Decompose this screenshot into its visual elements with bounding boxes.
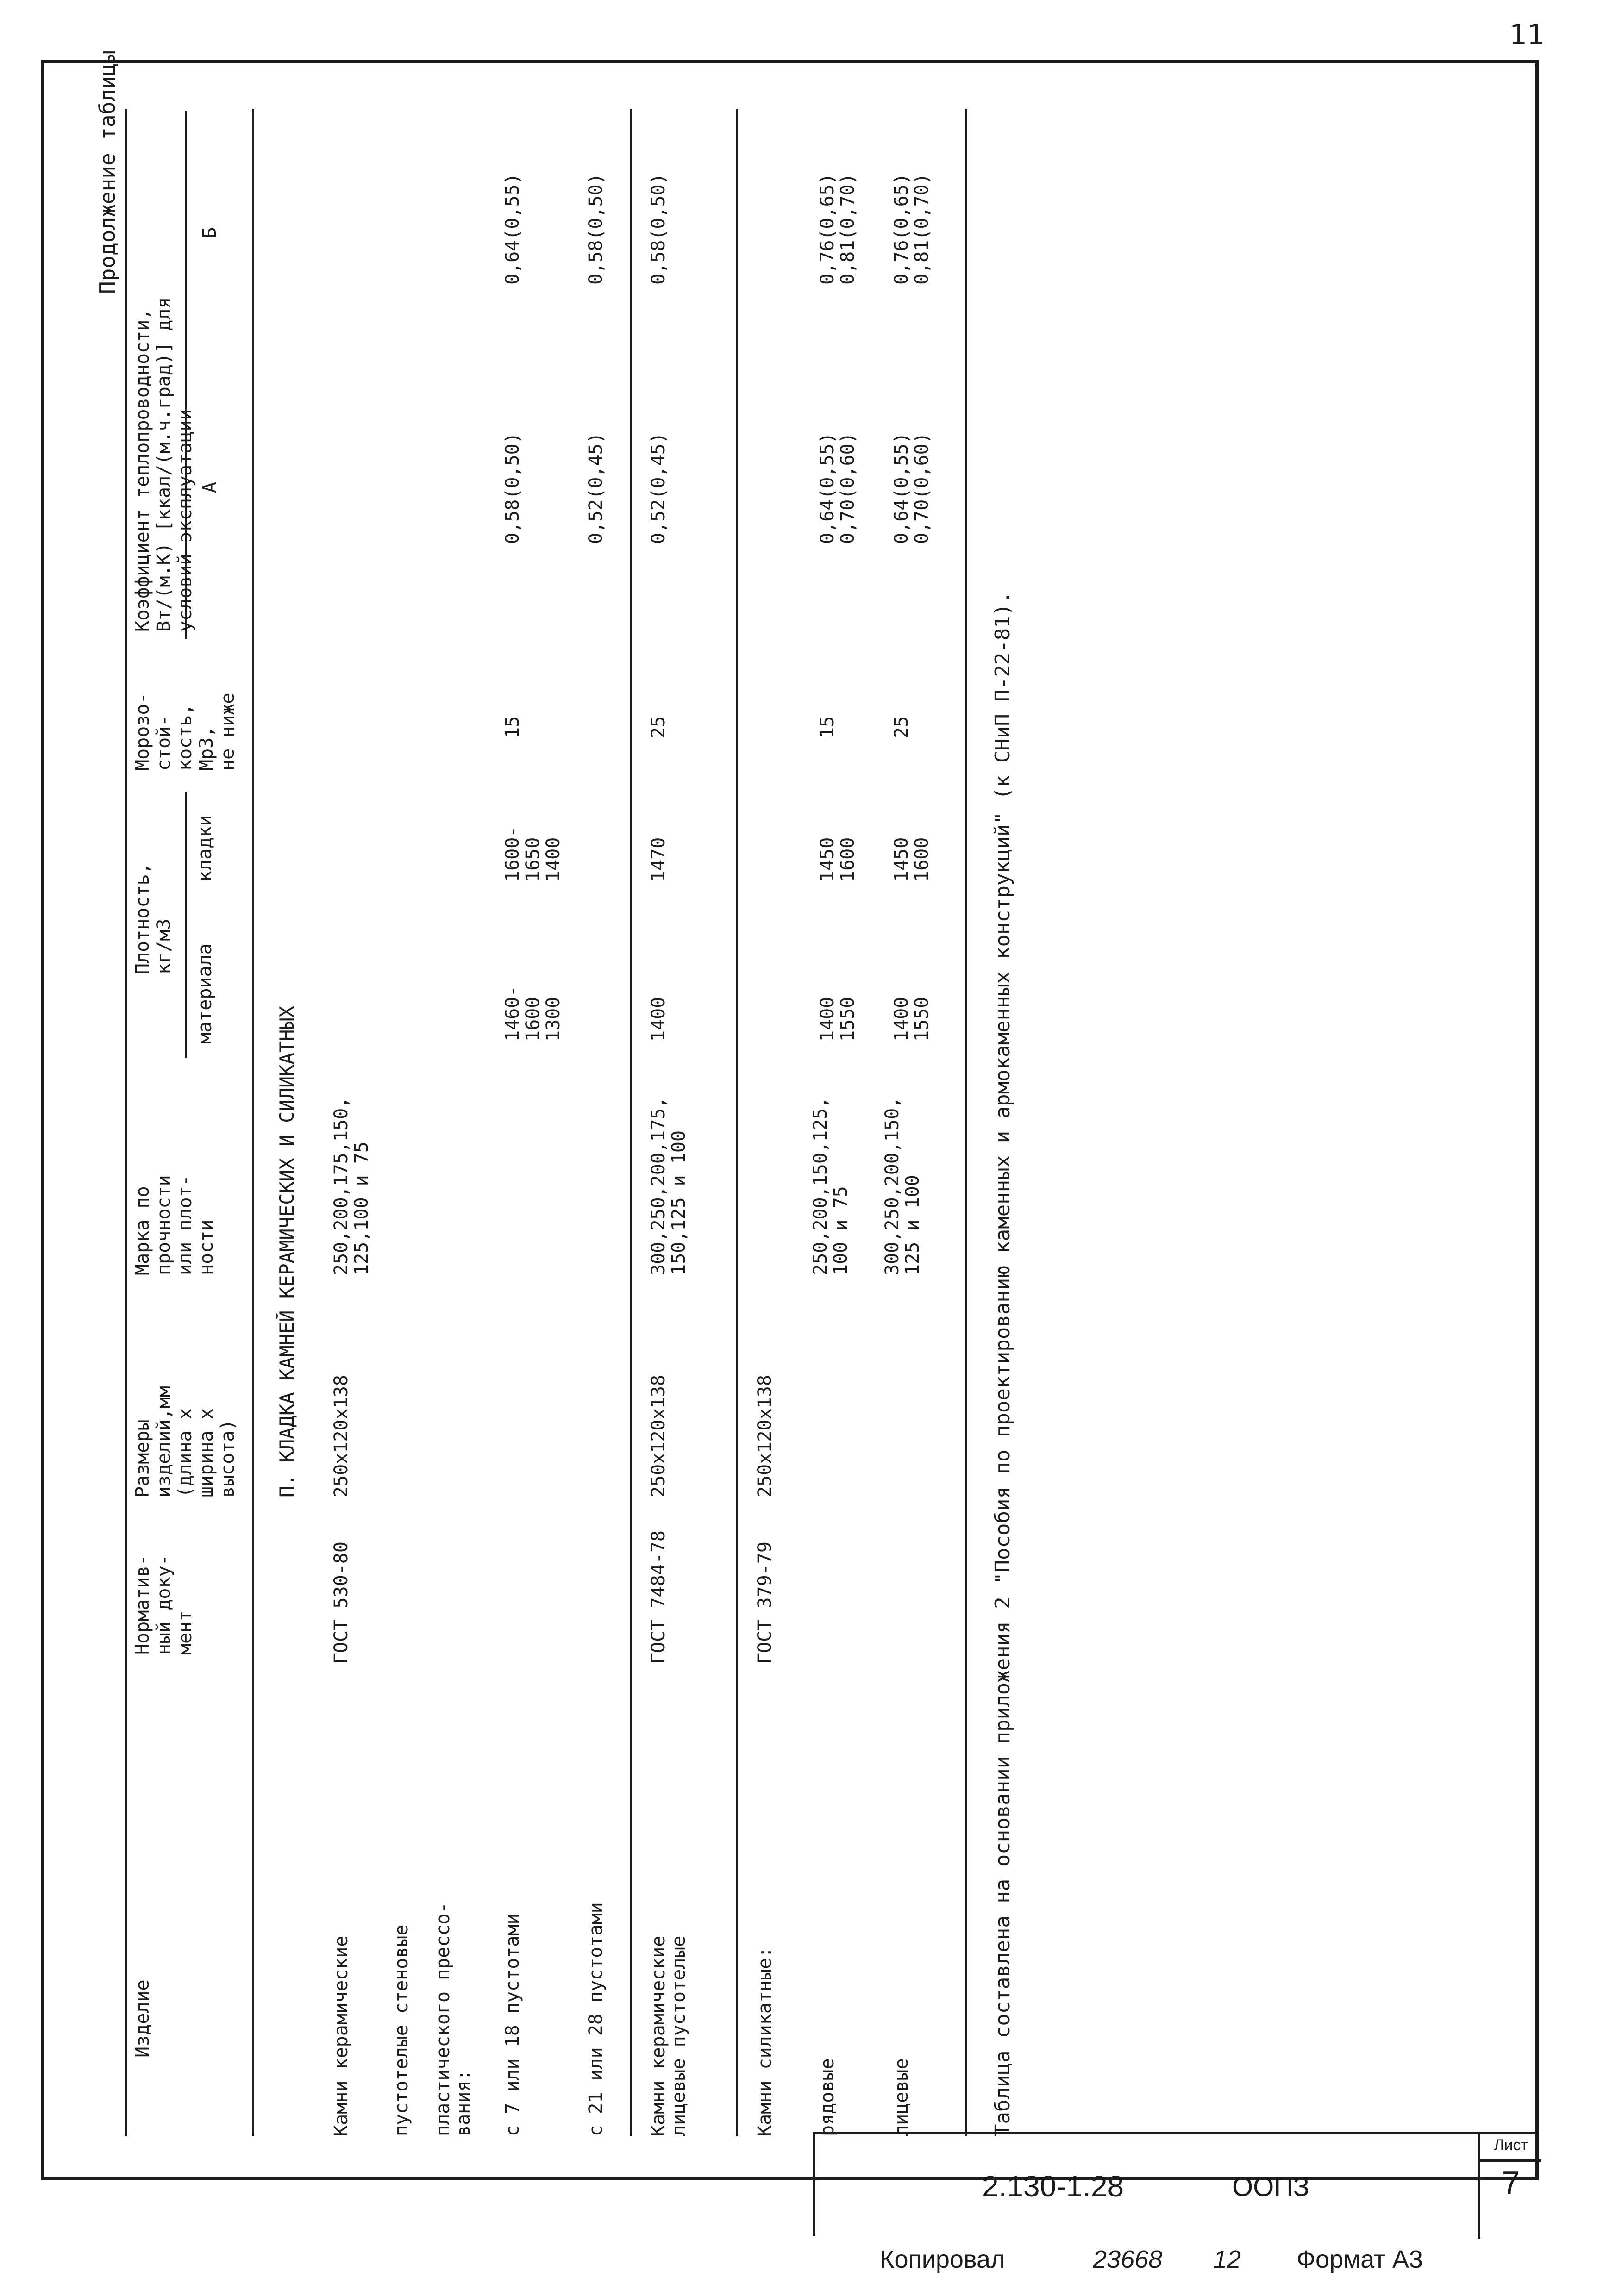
table-bottom-rule	[965, 109, 967, 2136]
group2-rule	[736, 109, 738, 2136]
r8-b: 0,76(0,65) 0,81(0,70)	[817, 173, 858, 285]
sheet-label: Лист	[1480, 2132, 1541, 2162]
r4-product: с 7 или 18 пустотами	[502, 1913, 523, 2136]
r6-mat: 1400	[648, 997, 669, 1042]
sheet-box	[1478, 2132, 1541, 2239]
r4-frost: 15	[502, 716, 523, 738]
r1-doc: ГОСТ 530-80	[331, 1541, 352, 1664]
r5-a: 0,52(0,45)	[585, 432, 607, 544]
r8-mas: 1450 1600	[817, 837, 858, 882]
header-product: Изделие	[132, 1979, 153, 2058]
r3-product: пластического прессо- вания:	[432, 1902, 474, 2136]
r6-b: 0,58(0,50)	[648, 173, 669, 285]
header-density-material: материала	[194, 943, 216, 1044]
r6-frost: 25	[648, 716, 669, 738]
header-top-rule	[125, 109, 127, 2136]
r7-product: Камни силикатные:	[754, 1947, 776, 2136]
inventory-suffix: 12	[1213, 2246, 1241, 2273]
r4-mat: 1460- 1600 1300	[502, 986, 564, 1042]
header-dimensions: Размеры изделий,мм (длина x ширина x высота)	[132, 1386, 238, 1497]
r9-b: 0,76(0,65) 0,81(0,70)	[891, 173, 933, 285]
header-conductivity: Коэффициент теплопроводности, Вт/(м.К) [ккал/(м.ч.град)] для условий эксплуатации	[132, 297, 196, 632]
r9-frost: 25	[891, 716, 912, 738]
header-density: Плотность, кг/м3	[132, 863, 175, 974]
density-subrule	[185, 792, 187, 1058]
r6-product: Камни керамические лицевые пустотелые	[648, 1935, 689, 2136]
r4-a: 0,58(0,50)	[502, 432, 523, 544]
r9-product: лицевые	[891, 2058, 912, 2136]
r5-product: с 21 или 28 пустотами	[585, 1902, 607, 2136]
section-title: П. КЛАДКА КАМНЕЙ КЕРАМИЧЕСКИХ И СИЛИКАТНЫХ	[276, 1005, 298, 1497]
r6-dims: 250х120х138	[648, 1375, 669, 1497]
r9-grade: 300,250,200,150, 125 и 100	[882, 1097, 923, 1275]
r5-b: 0,58(0,50)	[585, 173, 607, 285]
header-norm-doc: Норматив- ный доку- мент	[132, 1554, 196, 1655]
r6-grade: 300,250,200,175, 150,125 и 100	[648, 1097, 689, 1275]
r6-doc: ГОСТ 7484-78	[648, 1530, 669, 1664]
header-cond-b: Б	[199, 227, 220, 238]
r6-mas: 1470	[648, 837, 669, 882]
r1-grade: 250,200,175,150, 125,100 и 75	[331, 1097, 372, 1275]
stamp-code: 2.130-1.28	[982, 2170, 1124, 2203]
r9-a: 0,64(0,55) 0,70(0,60)	[891, 432, 933, 544]
continuation-title: Продолжение таблицы	[95, 50, 120, 294]
r9-mas: 1450 1600	[891, 837, 933, 882]
header-cond-a: А	[199, 481, 220, 493]
inventory-number: 23668	[1093, 2246, 1163, 2273]
header-grade: Марка по прочности или плот- ности	[132, 1175, 217, 1275]
r8-a: 0,64(0,55) 0,70(0,60)	[817, 432, 858, 544]
group1-rule	[630, 109, 632, 2136]
header-frost: Морозо- стой- кость, МрЗ, не ниже	[132, 693, 238, 771]
format-label: Формат А3	[1296, 2246, 1423, 2273]
rotated-table	[95, 50, 1053, 2141]
r1-product: Камни керамические	[331, 1935, 352, 2136]
title-block	[813, 2132, 1539, 2236]
r7-dims: 250х120х138	[754, 1375, 776, 1497]
header-bottom-rule	[252, 109, 254, 2136]
sheet-number: 7	[1502, 2165, 1520, 2201]
r9-mat: 1400 1550	[891, 997, 933, 1042]
r8-product: рядовые	[817, 2058, 838, 2136]
r8-mat: 1400 1550	[817, 997, 858, 1042]
r2-product: пустотелые стеновые	[391, 1924, 412, 2136]
page-number: 11	[1509, 19, 1545, 51]
r4-mas: 1600- 1650 1400	[502, 826, 564, 882]
stamp-doc-code: ООПЗ	[1232, 2172, 1309, 2202]
copied-label: Копировал	[880, 2246, 1005, 2273]
r8-frost: 15	[817, 716, 838, 738]
r4-b: 0,64(0,55)	[502, 173, 523, 285]
r8-grade: 250,200,150,125, 100 и 75	[810, 1097, 852, 1275]
r7-doc: ГОСТ 379-79	[754, 1541, 776, 1664]
r1-dims: 250х120х138	[331, 1375, 352, 1497]
footnote: Таблица составлена на основании приложения 2 "Пособия по проектированию каменных и армокаменных конструкций" (к СНиП П-22-81).	[991, 591, 1015, 2136]
r6-a: 0,52(0,45)	[648, 432, 669, 544]
header-density-masonry: кладки	[194, 815, 216, 882]
